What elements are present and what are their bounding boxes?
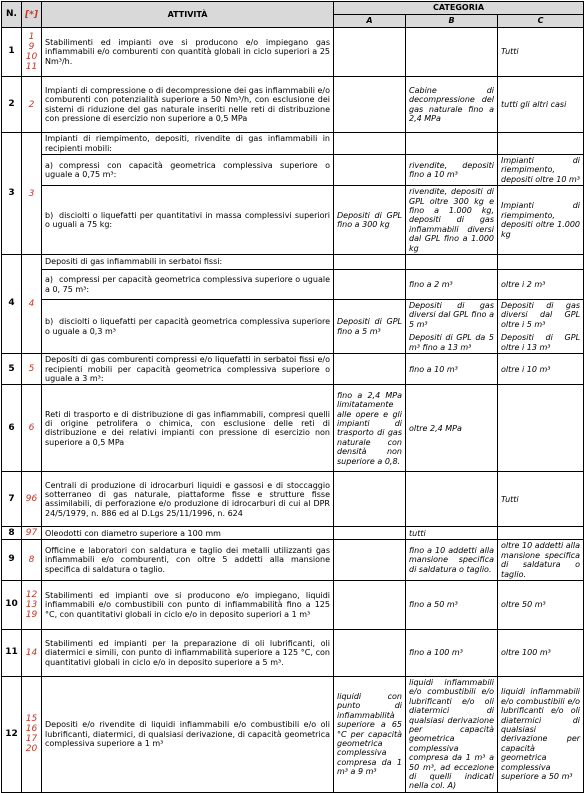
row-ref [22,28,42,77]
table-row [2,472,584,527]
category-a [334,580,406,629]
header-cat-a: A [334,15,406,28]
row-ref [22,472,42,527]
ref-item: 11 [25,62,38,72]
subitem-text: compressi per capacità geometrica complessiva superiore o uguale a 0, 75 m³: [45,275,330,294]
header-n: N. [2,2,22,28]
category-b [406,133,498,155]
category-b: Cabine di decompressione del gas naturale fino a 2,4 MPa [406,77,498,133]
table-row [2,354,584,385]
ref-item: 15 [25,714,38,725]
subitem-label: b) [45,317,54,327]
ref-item: 3 [28,188,35,199]
category-b: fino a 10 addetti alla mansione specifica di saldatura o taglio. [406,540,498,581]
category-c [498,300,584,354]
category-c: oltre i 10 m³ [498,354,584,385]
category-b [406,28,498,77]
table-row [2,629,584,676]
category-b: rivendite, depositi fino a 10 m³ [406,155,498,186]
row-number: 6 [2,385,22,472]
table-row [2,676,584,792]
category-b: fino a 10 m³ [406,354,498,385]
activity-text: Depositi di gas infiammabili in serbatoi fissi: [42,255,334,270]
activity-text: Reti di trasporto e di distribuzione di gas infiammabili, compresi quelli di origine petrolifera o chimica, con esclusione delle reti di distribuzione e dei relativi impianti con pressione di esercizio non superiore a 0,5 MPa [42,385,334,472]
activity-subitem [42,155,334,186]
row-number: 9 [2,540,22,581]
row-ref [22,77,42,133]
row-number: 11 [2,629,22,676]
category-c: Tutti [498,28,584,77]
category-c: oltre 100 m³ [498,629,584,676]
header-category: CATEGORIA [334,2,584,15]
activity-text: Depositi di gas comburenti compressi e/o liquefatti in serbatoi fissi e/o recipienti mobili per capacità geometrica complessiva superiore o uguale a 3 m³: [42,354,334,385]
category-a: liquidi con punto di infiammabilità superiore a 65 °C per capacità geometrica complessiva compresa da 1 m³ a 9 m³ [334,676,406,792]
category-a [334,472,406,527]
table-row [2,527,584,540]
table-row [2,28,584,77]
activity-text: Impianti di compressione o di decompressione dei gas infiammabili e/o comburenti con potenzialità superiore a 50 Nm³/h, con esclusione dei sistemi di riduzione del gas naturale inseriti nelle reti di distribuzione con pressione di esercizio non superiore a 0,5 MPa [42,77,334,133]
table-row [2,580,584,629]
activity-text: Stabilimenti ed impianti ove si producono e/o impiegano gas infiammabili e/o comburenti con quantità globali in ciclo superiori a 25 Nm³/h. [42,28,334,77]
subitem-label: a) [45,275,54,285]
row-number: 5 [2,354,22,385]
category-c: liquidi infiammabili e/o combustibili e/o lubrificanti e/o oli diatermici di qualsiasi derivazione per capacità geometrica complessiva superiore a 50 m³ [498,676,584,792]
row-number: 3 [2,133,22,255]
category-b-line: Depositi di gas diversi dal GPL fino a 5 m³ [409,301,494,329]
row-ref [22,527,42,540]
activity-category-table [1,1,584,793]
header-activity: ATTIVITÀ [42,2,334,28]
ref-item: 5 [28,364,35,375]
subitem-label: b) [45,210,54,220]
category-a [334,28,406,77]
row-ref [22,385,42,472]
category-a: fino a 2,4 MPa limitatamente alle opere e gli impianti di trasporto di gas naturale con densità non superiore a 0,8. [334,385,406,472]
category-c: oltre 10 addetti alla mansione specifica di saldatura o taglio. [498,540,584,581]
header-ref: [*] [22,2,42,28]
ref-item: 13 [25,599,38,610]
row-ref [22,354,42,385]
table-row [2,77,584,133]
category-a: Depositi di GPL fino a 300 kg [334,186,406,255]
subitem-text: disciolti o liquefatti per capacità geometrica complessiva superiore o uguale a 0,3 m³ [45,317,330,336]
row-ref [22,255,42,354]
category-a [334,133,406,155]
ref-item: 19 [25,609,38,620]
ref-item: 20 [25,744,38,755]
activity-text: Oleodotti con diametro superiore a 100 mm [42,527,334,540]
row-ref [22,133,42,255]
category-c [498,385,584,472]
category-b: tutti [406,527,498,540]
row-ref [22,580,42,629]
subitem-text: compressi con capacità geometrica complessiva superiore o uguale a 0,75 m³: [45,160,330,180]
category-c: oltre 50 m³ [498,580,584,629]
category-b: fino a 100 m³ [406,629,498,676]
ref-item: 96 [25,494,38,505]
ref-item: 14 [25,647,38,658]
category-c-line: Depositi di gas diversi dal GPL oltre i 5 m³ [501,301,581,329]
category-a [334,629,406,676]
table-row [2,540,584,581]
table-row [2,255,584,270]
row-number: 10 [2,580,22,629]
category-a [334,354,406,385]
category-a [334,527,406,540]
category-b: fino a 2 m³ [406,270,498,300]
ref-item: 17 [25,734,38,745]
category-a [334,270,406,300]
activity-text: Stabilimenti ed impianti per la preparazione di oli lubrificanti, oli diatermici e simili, con punto di infiammabilità superiore a 125 °C, con quantitativi globali in ciclo e/o in deposito superiore a 5 m³. [42,629,334,676]
category-c [498,255,584,270]
row-number: 8 [2,527,22,540]
subitem-text: disciolti o liquefatti per quantitativi in massa complessivi superiori o uguali a 75 kg: [45,210,330,230]
row-ref [22,676,42,792]
table-subrow [2,155,584,186]
activity-text: Stabilimenti ed impianti ove si producono e/o impiegano, liquidi infiammabili e/o combustibili con punto di infiammabilità fino a 125 °C, con quantitativi globali in ciclo e/o in deposito superiori a 1 m³ [42,580,334,629]
header-cat-b: B [406,15,498,28]
category-a [334,155,406,186]
category-c [498,527,584,540]
category-a [334,77,406,133]
activity-text: Depositi e/o rivendite di liquidi infiammabili e/o combustibili e/o oli lubrificanti, diatermici, di qualsiasi derivazione, di capacità geometrica complessiva superiore a 1 m³ [42,676,334,792]
ref-item: 6 [28,423,35,434]
category-b: liquidi infiammabili e/o combustibili e/o lubrificanti e/o oli diatermici di qualsiasi derivazione per capacità geometrica complessiva compresa da 1 m³ a 50 m³, ad eccezione di quelli indicati nella col. A) [406,676,498,792]
category-b [406,255,498,270]
table-row [2,133,584,155]
category-a [334,255,406,270]
category-c: Tutti [498,472,584,527]
category-c: tutti gli altri casi [498,77,584,133]
row-number: 4 [2,255,22,354]
ref-item: 9 [28,42,35,52]
activity-text: Impianti di riempimento, depositi, rivendite di gas infiammabili in recipienti mobili: [42,133,334,155]
ref-item: 16 [25,724,38,735]
ref-item: 10 [25,52,38,62]
activity-subitem [42,270,334,300]
category-b-line: Depositi di GPL da 5 m³ fino a 13 m³ [409,333,494,352]
table-subrow [2,186,584,255]
category-c: oltre i 2 m³ [498,270,584,300]
category-b: fino a 50 m³ [406,580,498,629]
category-b [406,472,498,527]
ref-item: 97 [25,528,38,539]
row-ref [22,629,42,676]
activity-subitem [42,300,334,354]
table-row [2,385,584,472]
table-subrow [2,300,584,354]
category-b: oltre 2,4 MPa [406,385,498,472]
category-b: rivendite, depositi di GPL oltre 300 kg e fino a 1.000 kg, depositi di gas infiammabili diversi dal GPL fino a 1.000 kg [406,186,498,255]
category-c: Impianti di riempimento, depositi oltre 10 m³ [498,155,584,186]
activity-text: Officine e laboratori con saldatura e taglio dei metalli utilizzanti gas infiammabili e/o comburenti, con oltre 5 addetti alla mansione specifica di saldatura o taglio. [42,540,334,581]
row-number: 2 [2,77,22,133]
category-c: Impianti di riempimento, depositi oltre 1.000 kg [498,186,584,255]
category-c [498,133,584,155]
category-b [406,300,498,354]
ref-item: 8 [28,555,35,566]
subitem-label: a) [45,160,54,170]
row-number: 7 [2,472,22,527]
row-number: 12 [2,676,22,792]
activity-text: Centrali di produzione di idrocarburi liquidi e gassosi e di stoccaggio sotterraneo di gas naturale, piattaforme fisse e strutture fisse assimilabili, di perforazione e/o produzione di idrocarburi di cui al DPR 24/5/1979, n. 886 ed al D.Lgs 25/11/1996, n. 624 [42,472,334,527]
table-subrow [2,270,584,300]
ref-item: 4 [28,299,35,310]
activity-subitem [42,186,334,255]
row-number: 1 [2,28,22,77]
category-c-line: Depositi di GPL oltre i 13 m³ [501,333,581,352]
category-a [334,540,406,581]
ref-item: 12 [25,589,38,600]
ref-item: 2 [28,99,35,110]
row-ref [22,540,42,581]
category-a: Depositi di GPL fino a 5 m³ [334,300,406,354]
ref-item: 1 [28,32,35,42]
header-cat-c: C [498,15,584,28]
